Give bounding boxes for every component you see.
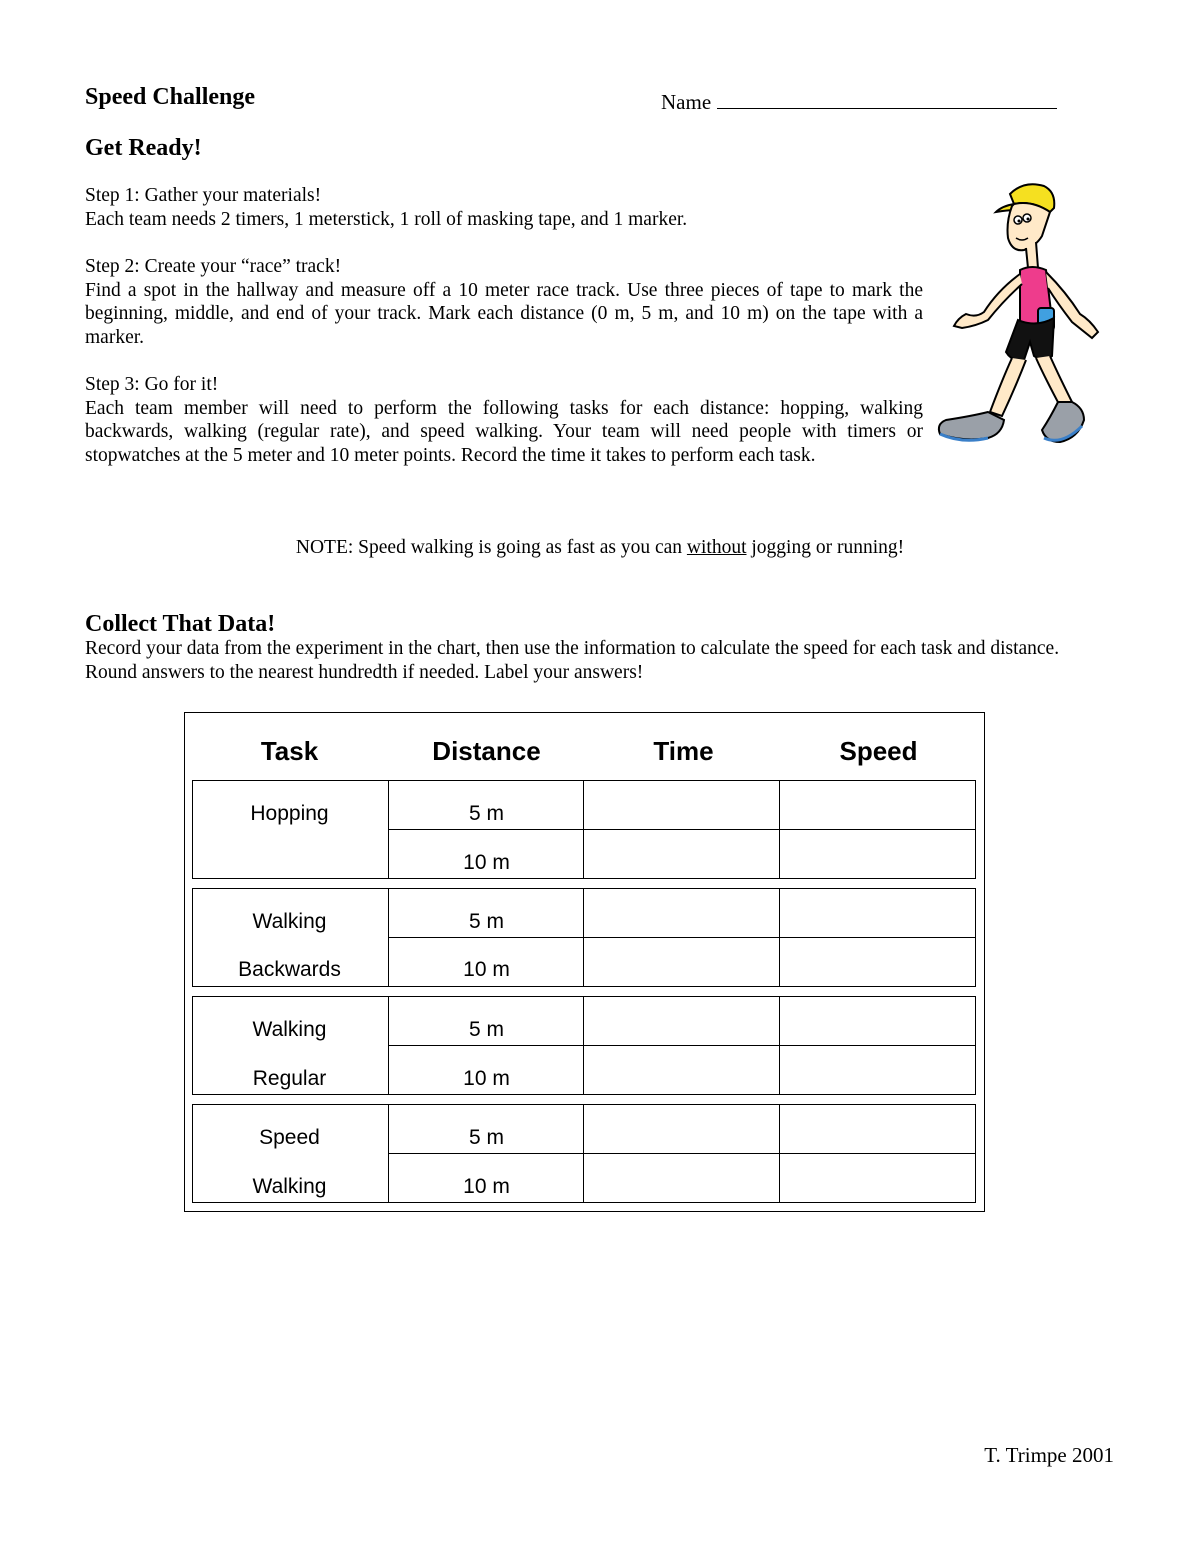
name-label: Name: [661, 90, 712, 114]
header-speed: Speed: [839, 736, 918, 766]
step-1-text: Each team needs 2 timers, 1 meterstick, 1 roll of masking tape, and 1 marker.: [85, 208, 688, 230]
task-hopping: Hopping: [250, 802, 329, 825]
distance-5m: 5 m: [468, 1126, 504, 1149]
distance-10m: 10 m: [463, 1067, 510, 1090]
time-cell-hopping-10m[interactable]: [584, 831, 778, 877]
note-underlined: without: [686, 537, 747, 558]
task-walking: Walking: [252, 910, 327, 933]
header-task: Task: [260, 736, 319, 766]
task-regular: Regular: [252, 1067, 327, 1090]
speed-cell-hopping-5m[interactable]: [780, 782, 974, 828]
speed-cell-regular-5m[interactable]: [780, 998, 974, 1044]
header-distance: Distance: [432, 736, 541, 766]
step-1: [85, 184, 923, 231]
distance-10m: 10 m: [463, 958, 510, 981]
time-cell-backwards-10m[interactable]: [584, 939, 778, 985]
task-speed: Speed: [259, 1126, 320, 1149]
speed-cell-regular-10m[interactable]: [780, 1047, 974, 1093]
speed-cell-speedwalk-10m[interactable]: [780, 1155, 974, 1201]
get-ready-heading: Get Ready!: [85, 135, 202, 161]
speed-cell-backwards-10m[interactable]: [780, 939, 974, 985]
speed-cell-speedwalk-5m[interactable]: [780, 1106, 974, 1152]
time-cell-hopping-5m[interactable]: [584, 782, 778, 828]
step-3: [85, 373, 923, 467]
speed-cell-hopping-10m[interactable]: [780, 831, 974, 877]
page-title: Speed Challenge: [85, 84, 256, 110]
time-cell-speedwalk-5m[interactable]: [584, 1106, 778, 1152]
distance-10m: 10 m: [463, 1175, 510, 1198]
footer-credit: T. Trimpe 2001: [984, 1443, 1114, 1467]
note: [0, 537, 1200, 559]
header-time: Time: [653, 736, 714, 766]
note-prefix: NOTE: Speed walking is going as fast as you can: [295, 537, 687, 558]
step-1-label: Step 1: Gather your materials!: [85, 185, 322, 206]
distance-5m: 5 m: [468, 910, 504, 933]
step-2-label: Step 2: Create your “race” track!: [85, 256, 342, 277]
note-suffix: jogging or running!: [746, 537, 905, 558]
time-cell-regular-5m[interactable]: [584, 998, 778, 1044]
time-cell-backwards-5m[interactable]: [584, 890, 778, 936]
distance-5m: 5 m: [468, 1018, 504, 1041]
speed-cell-backwards-5m[interactable]: [780, 890, 974, 936]
table-row-group-hopping: [192, 780, 976, 879]
step-3-label: Step 3: Go for it!: [85, 374, 219, 395]
step-2: [85, 255, 923, 349]
name-field[interactable]: [661, 86, 1057, 115]
task-backwards: Backwards: [238, 958, 341, 981]
task-walking: Walking: [252, 1018, 327, 1041]
step-3-text: Each team member will need to perform the following tasks for each distance: hopping, walking backwards, walking (regular rate), and speed walking. Your team will need people with timers or stopwatches at the 5 meter and 10 meter points. Record the time it takes to perform each task.: [85, 397, 923, 466]
collect-heading: Collect That Data!: [85, 611, 276, 637]
time-cell-speedwalk-10m[interactable]: [584, 1155, 778, 1201]
task-walking: Walking: [252, 1175, 327, 1198]
walker-illustration: [932, 180, 1107, 455]
distance-10m: 10 m: [463, 851, 510, 874]
time-cell-regular-10m[interactable]: [584, 1047, 778, 1093]
step-2-text: Find a spot in the hallway and measure off a 10 meter race track. Use three pieces of tape to mark the beginning, middle, and end of your track. Mark each distance (0 m, 5 m, and 10 m) on the tape with a marker.: [85, 279, 923, 348]
distance-5m: 5 m: [468, 802, 504, 825]
name-blank-line[interactable]: [717, 86, 1057, 109]
collect-instructions: Record your data from the experiment in the chart, then use the information to calculate the speed for each task and distance. Round answers to the nearest hundredth if needed. Label your answers!: [85, 638, 1060, 683]
